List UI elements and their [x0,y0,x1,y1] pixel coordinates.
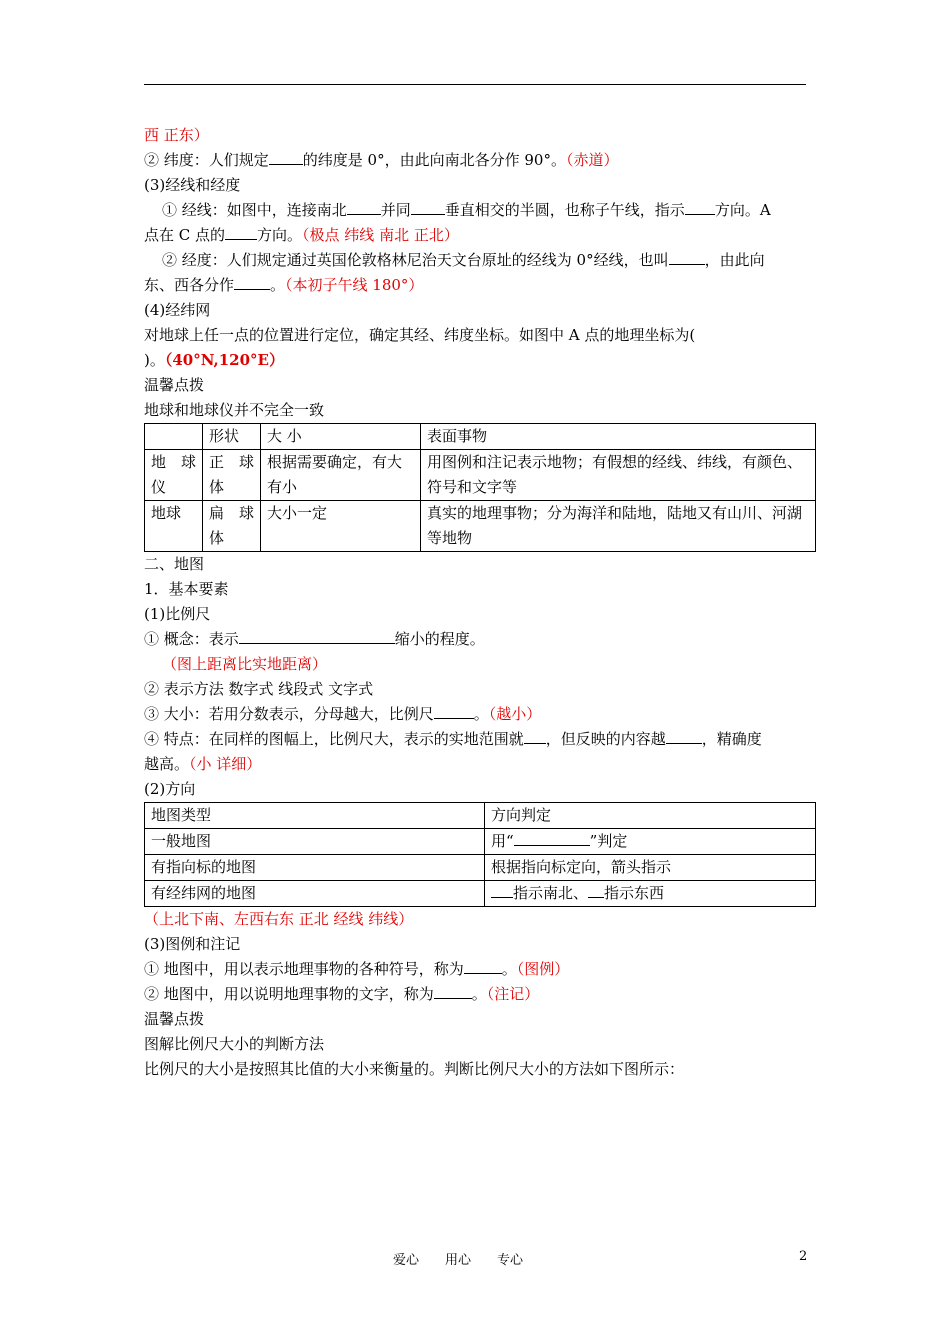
globe-comparison-table [144,423,816,552]
table-row: 地 球 仪 正 球 体 根据需要确定，有大有小 用图例和注记表示地物；有假想的经线、纬线，有颜色、符号和文字等 [145,450,816,501]
fill-blank [666,727,702,744]
table-header-row: 形状 大 小 表面事物 [145,424,816,450]
answer-text: （注记） [486,985,540,1003]
answer-text: （小 详细） [189,755,262,773]
fill-blank [685,198,715,215]
concept-line: ① 概念：表示 缩小的程度。 [144,627,816,652]
answer-text: （图例） [516,960,570,978]
legend-line: ① 地图中，用以表示地理事物的各种符号，称为 。（图例） [144,957,816,982]
table-row: 有经纬网的地图 指示南北、 指示东西 [145,881,816,907]
paragraph-cont: )。（40°N,120°E） [144,351,284,369]
note-line: ② 地图中，用以说明地理事物的文字，称为 。（注记） [144,982,816,1007]
feature-line: ④ 特点：在同样的图幅上，比例尺大，表示的实地范围就 ，但反映的内容越 ，精确度 [144,727,816,752]
table-header-row: 地图类型 方向判定 [145,803,816,829]
answer-text: （越小） [488,705,542,723]
fill-blank [269,148,303,165]
fill-blank [234,273,270,290]
paragraph: 比例尺的大小是按照其比值的大小来衡量的。判断比例尺大小的方法如下图所示： [144,1060,685,1078]
fill-blank [491,881,513,898]
answer-text: （极点 纬线 南北 正北） [302,226,459,244]
fill-blank [434,702,474,719]
tip-heading: 温馨点拨 [144,376,205,394]
document-body [144,123,816,1082]
table-row: 有指向标的地图 根据指向标定向，箭头指示 [145,855,816,881]
answer-text: （图上距离比实地距离） [162,655,328,673]
direction-table [144,802,816,907]
page-number: 2 [799,1249,808,1264]
fill-blank [411,198,445,215]
tip-title: 图解比例尺大小的判断方法 [144,1035,325,1053]
meridian-line: ① 经线：如图中，连接南北 并同 垂直相交的半圆，也称子午线，指示 方向。A [144,198,816,223]
fill-blank [347,198,381,215]
section-heading: 二、地图 [144,555,205,573]
answer-text: （40°N,120°E） [164,351,284,369]
tip-heading: 温馨点拨 [144,1010,205,1028]
answer-text: （本初子午线 180°） [285,276,424,294]
subheading: (2)方向 [144,780,196,798]
subheading: (1)比例尺 [144,605,211,623]
feature-line-cont: 越高。（小 详细） [144,755,262,773]
paragraph: 对地球上任一点的位置进行定位，确定其经、纬度坐标。如图中 A 点的地理坐标为( [144,326,696,344]
answer-line [144,123,816,148]
fill-blank [524,727,546,744]
fill-blank [464,957,502,974]
subheading: (4)经纬网 [144,301,211,319]
fill-blank [514,829,590,846]
table-row: 一般地图 用“ ”判定 [145,829,816,855]
longitude-line: ② 经度：人们规定通过英国伦敦格林尼治天文台原址的经线为 0°经线，也叫 ，由此向 [144,248,816,273]
fill-blank [225,223,257,240]
latitude-line: ② 纬度：人们规定 的纬度是 0°，由此向南北各分作 90°。（赤道） [144,148,816,173]
meridian-line-cont: 点在 C 点的 方向。（极点 纬线 南北 正北） [144,223,816,248]
fill-blank [239,627,395,644]
fill-blank [434,982,472,999]
subheading: (3)图例和注记 [144,935,241,953]
tip-title: 地球和地球仪并不完全一致 [144,401,325,419]
fill-blank [588,881,604,898]
subheading: 1．基本要素 [144,580,229,598]
answer-text: （上北下南、左西右东 正北 经线 纬线） [144,910,414,928]
footer-motto: 爱心 用心 专心 [393,1253,524,1268]
size-line: ③ 大小：若用分数表示，分母越大，比例尺 。（越小） [144,702,816,727]
longitude-line-cont: 东、西各分作 。（本初子午线 180°） [144,273,816,298]
answer-text: 西 正东） [144,126,209,144]
header-rule [144,84,806,85]
fill-blank [669,248,705,265]
table-row: 地球 扁 球 体 大小一定 真实的地理事物；分为海洋和陆地，陆地又有山川、河湖等地物 [145,501,816,552]
method-line: ② 表示方法 数字式 线段式 文字式 [144,680,374,698]
answer-text: （赤道） [565,151,619,169]
subheading: (3)经线和经度 [144,176,241,194]
